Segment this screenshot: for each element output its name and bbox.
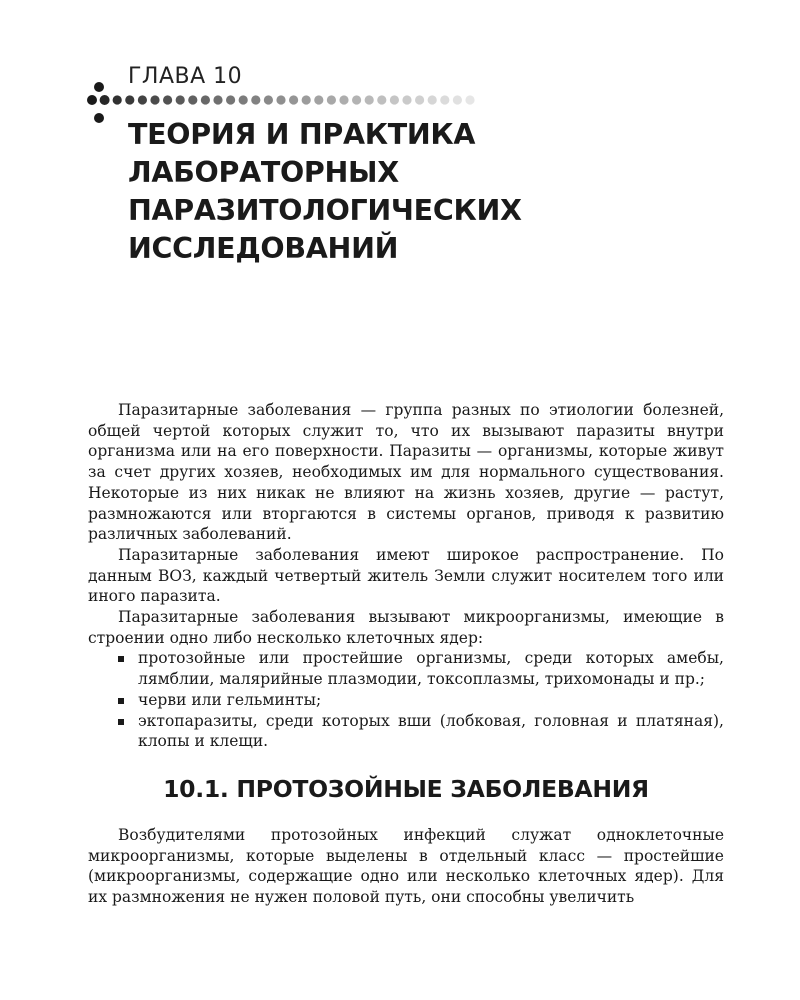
- chapter-title: [128, 116, 748, 268]
- dot-icon: [402, 95, 411, 104]
- dot-icon: [113, 95, 122, 104]
- dot-icon: [213, 95, 222, 104]
- dot-icon: [94, 113, 104, 123]
- dot-icon: [453, 95, 462, 104]
- dot-icon: [87, 95, 97, 105]
- dot-icon: [352, 95, 361, 104]
- dot-icon: [239, 95, 248, 104]
- bullet-icon: [118, 719, 124, 725]
- dot-icon: [188, 95, 197, 104]
- section-heading: 10.1. ПРОТОЗОЙНЫЕ ЗАБОЛЕВАНИЯ: [163, 774, 649, 803]
- bullet-icon: [118, 698, 124, 704]
- dot-icon: [377, 95, 386, 104]
- dot-icon: [176, 95, 185, 104]
- dot-icon: [276, 95, 285, 104]
- dot-icon: [264, 95, 273, 104]
- dots-row: [86, 93, 486, 107]
- chapter-title-line-3: ИССЛЕДОВАНИЙ: [128, 232, 399, 265]
- paragraph-definition: Паразитарные заболевания — группа разных по этиологии болезней, общей чертой которых служит то, что их вызывают паразиты внутри организма или на его поверхности. Паразиты — организмы, которые живут за счет других хозяев, необходимых им для нормального существования. Некоторые из них никак не влияют на жизнь хозяев, другие — растут, размножаются или вторгаются в системы органов, приводя к развитию различных заболеваний.: [88, 401, 724, 544]
- dot-icon: [428, 95, 437, 104]
- dot-icon: [251, 95, 260, 104]
- dot-icon: [289, 95, 298, 104]
- paragraph-prevalence: Паразитарные заболевания имеют широкое распространение. По данным ВОЗ, каждый четвертый житель Земли служит носителем того или иного паразита.: [88, 545, 724, 606]
- dot-icon: [390, 95, 399, 104]
- paragraph-protozoa: Возбудителями протозойных инфекций служат одноклеточные микроорганизмы, которые выделены в отдельный класс — простейшие (микроорганизмы, содержащие одно или несколько клеточных ядер). Для их размножения не нужен половой путь, они способны увеличить: [88, 825, 724, 907]
- dot-icon: [163, 95, 172, 104]
- paragraph-causes: Паразитарные заболевания вызывают микроорганизмы, имеющие в строении одно либо несколько клеточных ядер:: [88, 608, 724, 647]
- chapter-label: ГЛАВА 10: [128, 64, 243, 89]
- body-text: [88, 400, 724, 908]
- dot-icon: [339, 95, 348, 104]
- dot-icon: [314, 95, 323, 104]
- dot-icon: [125, 95, 134, 104]
- dot-icon: [94, 82, 104, 92]
- dot-icon: [365, 95, 374, 104]
- list-item: протозойные или простейшие организмы, среди которых амебы, лямблии, малярийные плазмодии, токсоплазмы, трихомонады и пр.;: [88, 648, 724, 689]
- dot-icon: [302, 95, 311, 104]
- dot-icon: [100, 95, 110, 105]
- dot-icon: [465, 95, 474, 104]
- dot-icon: [327, 95, 336, 104]
- dot-icon: [138, 95, 147, 104]
- list-item: черви или гельминты;: [88, 690, 724, 711]
- dot-icon: [415, 95, 424, 104]
- chapter-title-line-2: ПАРАЗИТОЛОГИЧЕСКИХ: [128, 194, 522, 227]
- bullet-icon: [118, 656, 124, 662]
- list-item: эктопаразиты, среди которых вши (лобковая, головная и платяная), клопы и клещи.: [88, 711, 724, 752]
- dot-icon: [150, 95, 159, 104]
- chapter-title-line-1: ТЕОРИЯ И ПРАКТИКА ЛАБОРАТОРНЫХ: [128, 118, 476, 189]
- dot-icon: [226, 95, 235, 104]
- parasite-list: [88, 648, 724, 752]
- dot-icon: [440, 95, 449, 104]
- dot-icon: [201, 95, 210, 104]
